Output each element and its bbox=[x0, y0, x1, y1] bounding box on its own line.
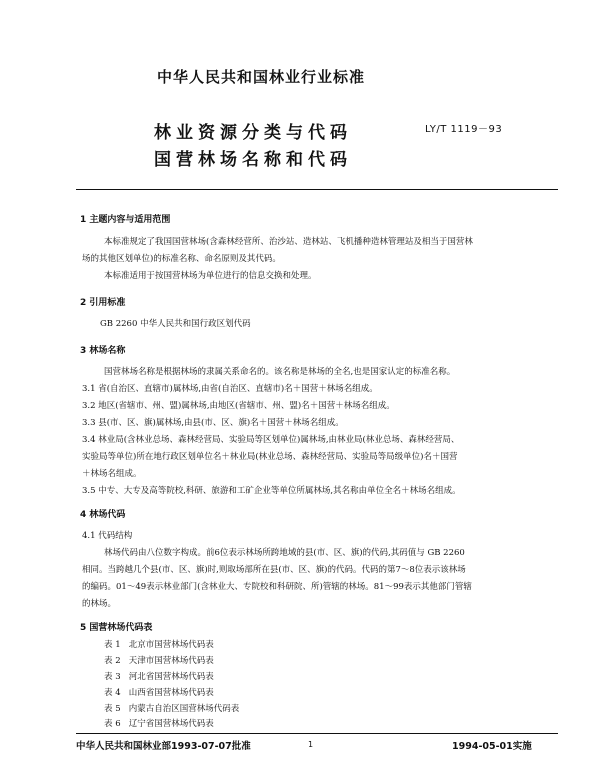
section-1-heading: 1 主题内容与适用范围 bbox=[80, 215, 171, 225]
title-line-2: 国营林场名称和代码 bbox=[154, 150, 352, 170]
table-list-item bbox=[104, 653, 214, 670]
table-label: 表 6 bbox=[104, 719, 121, 729]
section-4-heading: 4 林场代码 bbox=[80, 510, 126, 520]
effective-date: 1994-05-01实施 bbox=[452, 741, 532, 752]
section-4-para-line-3: 的编码。01～49表示林业部门(含林业大、专院校和科研院、所)管辖的林场。81～99表示其他部门管辖 bbox=[82, 582, 472, 592]
table-list-item bbox=[104, 637, 214, 654]
table-name: 辽宁省国营林场代码表 bbox=[128, 719, 214, 729]
page-number: 1 bbox=[308, 740, 314, 749]
clause-3-5: 3.5 中专、大专及高等院校,科研、旅游和工矿企业等单位所属林场,其名称由单位全名＋林场名组成。 bbox=[82, 486, 461, 496]
clause-3-4-line-1: 3.4 林业局(含林业总场、森林经营局、实验局等区划单位)属林场,由林业局(林业总场、森林经营局、 bbox=[82, 435, 460, 445]
header-rule bbox=[76, 189, 558, 190]
approval-date: 中华人民共和国林业部1993-07-07批准 bbox=[76, 741, 251, 752]
clause-3-1: 3.1 省(自治区、直辖市)属林场,由省(自治区、直辖市)名＋国营＋林场名组成。 bbox=[82, 384, 378, 394]
standard-number: LY/T 1119－93 bbox=[425, 124, 503, 135]
table-label: 表 3 bbox=[104, 672, 121, 682]
section-3-intro: 国营林场名称是根据林场的隶属关系命名的。该名称是林场的全名,也是国家认定的标准名称。 bbox=[104, 367, 456, 377]
table-name: 北京市国营林场代码表 bbox=[128, 640, 214, 650]
table-list-item bbox=[104, 716, 214, 733]
table-name: 天津市国营林场代码表 bbox=[128, 656, 214, 666]
section-2-heading: 2 引用标准 bbox=[80, 298, 126, 308]
table-label: 表 4 bbox=[104, 688, 121, 698]
table-name: 山西省国营林场代码表 bbox=[128, 688, 214, 698]
section-4-para-line-4: 的林场。 bbox=[82, 599, 117, 609]
section-1-para-1-line-1: 本标准规定了我国国营林场(含森林经营所、治沙站、造林站、飞机播种造林管理站及相当于国营林 bbox=[104, 237, 473, 247]
section-3-heading: 3 林场名称 bbox=[80, 346, 126, 356]
table-label: 表 1 bbox=[104, 640, 121, 650]
reference-standard: GB 2260 中华人民共和国行政区划代码 bbox=[100, 319, 251, 329]
section-1-para-2: 本标准适用于按国营林场为单位进行的信息交换和处理。 bbox=[104, 271, 317, 281]
table-list-item bbox=[104, 685, 214, 702]
org-title: 中华人民共和国林业行业标准 bbox=[157, 68, 366, 86]
footer-rule bbox=[76, 733, 558, 734]
section-1-para-1-line-2: 场的其他区划单位)的标准名称、命名原则及其代码。 bbox=[82, 254, 281, 264]
subsection-4-1: 4.1 代码结构 bbox=[82, 531, 133, 541]
table-label: 表 5 bbox=[104, 704, 121, 714]
section-4-para-line-2: 相同。当跨越几个县(市、区、旗)时,则取场部所在县(市、区、旗)的代码。代码的第7～8位表示该林场 bbox=[82, 565, 466, 575]
table-name: 河北省国营林场代码表 bbox=[128, 672, 214, 682]
clause-3-2: 3.2 地区(省辖市、州、盟)属林场,由地区(省辖市、州、盟)名＋国营＋林场名组成。 bbox=[82, 401, 395, 411]
table-label: 表 2 bbox=[104, 656, 121, 666]
clause-3-3: 3.3 县(市、区、旗)属林场,由县(市、区、旗)名＋国营＋林场名组成。 bbox=[82, 418, 344, 428]
clause-3-4-line-2: 实验局等单位)所在地行政区划单位名＋林业局(林业总场、森林经营局、实验局等局级单位)名＋国营 bbox=[82, 452, 458, 462]
title-line-1: 林业资源分类与代码 bbox=[154, 123, 352, 143]
clause-3-4-line-3: ＋林场名组成。 bbox=[82, 469, 142, 479]
section-4-para-line-1: 林场代码由八位数字构成。前6位表示林场所跨地域的县(市、区、旗)的代码,其码值与 GB 2260 bbox=[104, 548, 465, 558]
table-list-item bbox=[104, 669, 214, 686]
table-name: 内蒙古自治区国营林场代码表 bbox=[128, 704, 240, 714]
section-5-heading: 5 国营林场代码表 bbox=[80, 623, 153, 633]
